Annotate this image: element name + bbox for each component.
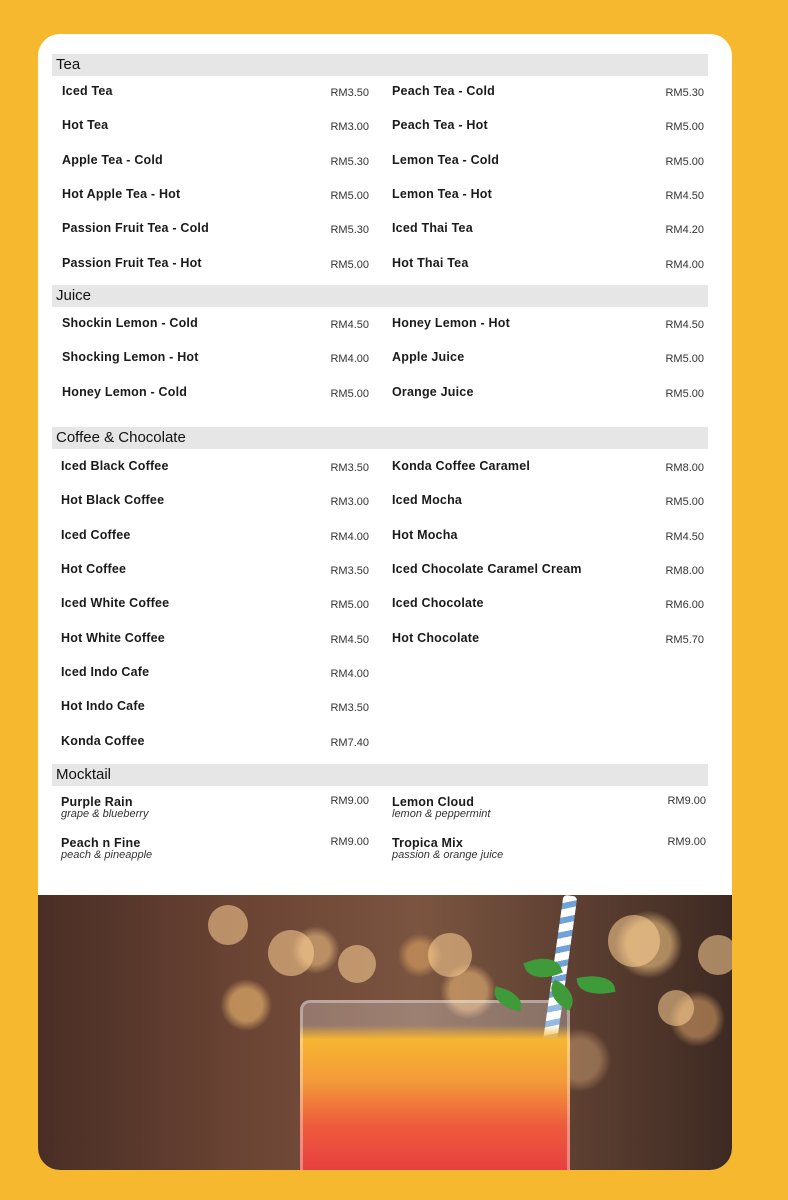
menu-item bbox=[61, 493, 369, 523]
item-price: RM5.00 bbox=[330, 388, 369, 400]
item-name: Iced Chocolate bbox=[392, 596, 484, 610]
item-price: RM5.00 bbox=[330, 599, 369, 611]
menu-item bbox=[62, 350, 369, 380]
item-name: Passion Fruit Tea - Hot bbox=[62, 256, 202, 270]
juice-glass bbox=[300, 1000, 570, 1170]
menu-item bbox=[392, 596, 704, 626]
item-name: Hot Tea bbox=[62, 118, 109, 132]
item-name: Iced Coffee bbox=[61, 528, 131, 542]
item-description: grape & blueberry bbox=[61, 808, 149, 820]
item-name: Hot Mocha bbox=[392, 528, 458, 542]
menu-item bbox=[61, 596, 369, 626]
item-name: Iced Black Coffee bbox=[61, 459, 169, 473]
item-price: RM4.50 bbox=[665, 319, 704, 331]
menu-item bbox=[62, 187, 369, 217]
item-name: Apple Tea - Cold bbox=[62, 153, 163, 167]
menu-item bbox=[392, 118, 704, 148]
section-title-tea: Tea bbox=[52, 54, 708, 76]
item-name: Iced Chocolate Caramel Cream bbox=[392, 562, 582, 576]
item-name: Hot White Coffee bbox=[61, 631, 165, 645]
menu-item bbox=[61, 562, 369, 592]
item-name: Hot Indo Cafe bbox=[61, 699, 145, 713]
menu-item bbox=[392, 350, 704, 380]
item-description: peach & pineapple bbox=[61, 849, 153, 861]
mint-leaf bbox=[577, 972, 616, 998]
item-price: RM3.50 bbox=[330, 565, 369, 577]
menu-item bbox=[62, 385, 369, 415]
menu-item bbox=[392, 256, 704, 286]
item-price: RM7.40 bbox=[330, 737, 369, 749]
menu-item bbox=[62, 316, 369, 346]
item-price: RM5.70 bbox=[665, 634, 704, 646]
item-name: Konda Coffee bbox=[61, 734, 145, 748]
menu-item bbox=[392, 562, 704, 592]
bokeh-light bbox=[268, 930, 314, 976]
item-name: Shocking Lemon - Hot bbox=[62, 350, 199, 364]
menu-item bbox=[392, 795, 706, 825]
item-name: Hot Chocolate bbox=[392, 631, 480, 645]
menu-item bbox=[392, 221, 704, 251]
item-price: RM5.30 bbox=[330, 156, 369, 168]
bokeh-light bbox=[698, 935, 732, 975]
item-price: RM8.00 bbox=[665, 565, 704, 577]
item-name: Lemon Tea - Cold bbox=[392, 153, 500, 167]
item-price: RM4.20 bbox=[665, 224, 704, 236]
menu-item bbox=[392, 385, 704, 415]
menu-item bbox=[61, 836, 369, 866]
menu-item bbox=[62, 153, 369, 183]
item-name: Apple Juice bbox=[392, 350, 465, 364]
item-name: Shockin Lemon - Cold bbox=[62, 316, 198, 330]
item-price: RM5.00 bbox=[665, 156, 704, 168]
item-name: Peach Tea - Hot bbox=[392, 118, 488, 132]
menu-item bbox=[61, 699, 369, 729]
bokeh-light bbox=[208, 905, 248, 945]
item-name: Purple Rain bbox=[61, 795, 133, 809]
item-name: Konda Coffee Caramel bbox=[392, 459, 531, 473]
menu-item bbox=[62, 256, 369, 286]
item-price: RM3.50 bbox=[330, 87, 369, 99]
menu-item bbox=[392, 153, 704, 183]
item-name: Passion Fruit Tea - Cold bbox=[62, 221, 209, 235]
item-name: Lemon Tea - Hot bbox=[392, 187, 492, 201]
menu-item bbox=[61, 665, 369, 695]
item-price: RM3.00 bbox=[330, 496, 369, 508]
menu-item bbox=[392, 187, 704, 217]
item-name: Tropica Mix bbox=[392, 836, 463, 850]
bokeh-light bbox=[608, 915, 660, 967]
item-name: Honey Lemon - Cold bbox=[62, 385, 188, 399]
item-name: Hot Black Coffee bbox=[61, 493, 165, 507]
item-price: RM9.00 bbox=[330, 836, 369, 848]
menu-item bbox=[392, 84, 704, 114]
section-title-mocktail: Mocktail bbox=[52, 764, 708, 786]
item-price: RM9.00 bbox=[667, 836, 706, 848]
menu-item bbox=[392, 631, 704, 661]
bokeh-light bbox=[658, 990, 694, 1026]
menu-item bbox=[392, 836, 706, 866]
item-price: RM4.50 bbox=[665, 531, 704, 543]
item-name: Peach n Fine bbox=[61, 836, 141, 850]
menu-item bbox=[392, 316, 704, 346]
item-price: RM4.00 bbox=[330, 353, 369, 365]
item-price: RM6.00 bbox=[665, 599, 704, 611]
item-name: Iced White Coffee bbox=[61, 596, 170, 610]
item-price: RM8.00 bbox=[665, 462, 704, 474]
menu-item bbox=[62, 118, 369, 148]
item-price: RM5.30 bbox=[665, 87, 704, 99]
item-price: RM5.00 bbox=[665, 353, 704, 365]
item-name: Hot Thai Tea bbox=[392, 256, 469, 270]
menu-item bbox=[62, 221, 369, 251]
bokeh-light bbox=[428, 933, 472, 977]
item-name: Iced Mocha bbox=[392, 493, 463, 507]
item-price: RM3.50 bbox=[330, 462, 369, 474]
menu-item bbox=[392, 493, 704, 523]
drink-photo bbox=[38, 895, 732, 1170]
item-price: RM4.50 bbox=[665, 190, 704, 202]
menu-item bbox=[392, 528, 704, 558]
item-name: Honey Lemon - Hot bbox=[392, 316, 510, 330]
item-price: RM4.50 bbox=[330, 634, 369, 646]
item-name: Hot Apple Tea - Hot bbox=[62, 187, 181, 201]
item-description: passion & orange juice bbox=[392, 849, 504, 861]
menu-item bbox=[61, 795, 369, 825]
item-price: RM4.00 bbox=[665, 259, 704, 271]
menu-card bbox=[38, 34, 732, 1170]
item-price: RM5.00 bbox=[665, 388, 704, 400]
item-price: RM5.30 bbox=[330, 224, 369, 236]
menu-item bbox=[61, 734, 369, 764]
item-name: Lemon Cloud bbox=[392, 795, 475, 809]
item-price: RM4.00 bbox=[330, 668, 369, 680]
bokeh-light bbox=[338, 945, 376, 983]
item-price: RM5.00 bbox=[330, 190, 369, 202]
item-name: Iced Thai Tea bbox=[392, 221, 473, 235]
menu-item bbox=[61, 459, 369, 489]
item-price: RM4.00 bbox=[330, 531, 369, 543]
item-price: RM5.00 bbox=[330, 259, 369, 271]
item-name: Peach Tea - Cold bbox=[392, 84, 495, 98]
item-name: Iced Tea bbox=[62, 84, 113, 98]
menu-item bbox=[61, 631, 369, 661]
item-price: RM4.50 bbox=[330, 319, 369, 331]
item-description: lemon & peppermint bbox=[392, 808, 491, 820]
item-price: RM5.00 bbox=[665, 121, 704, 133]
item-name: Hot Coffee bbox=[61, 562, 127, 576]
section-title-coffee: Coffee & Chocolate bbox=[52, 427, 708, 449]
item-price: RM3.50 bbox=[330, 702, 369, 714]
menu-item bbox=[62, 84, 369, 114]
menu-item bbox=[392, 459, 704, 489]
item-price: RM9.00 bbox=[667, 795, 706, 807]
item-name: Orange Juice bbox=[392, 385, 474, 399]
menu-item bbox=[61, 528, 369, 558]
section-title-juice: Juice bbox=[52, 285, 708, 307]
item-price: RM5.00 bbox=[665, 496, 704, 508]
item-price: RM3.00 bbox=[330, 121, 369, 133]
item-name: Iced Indo Cafe bbox=[61, 665, 150, 679]
item-price: RM9.00 bbox=[330, 795, 369, 807]
